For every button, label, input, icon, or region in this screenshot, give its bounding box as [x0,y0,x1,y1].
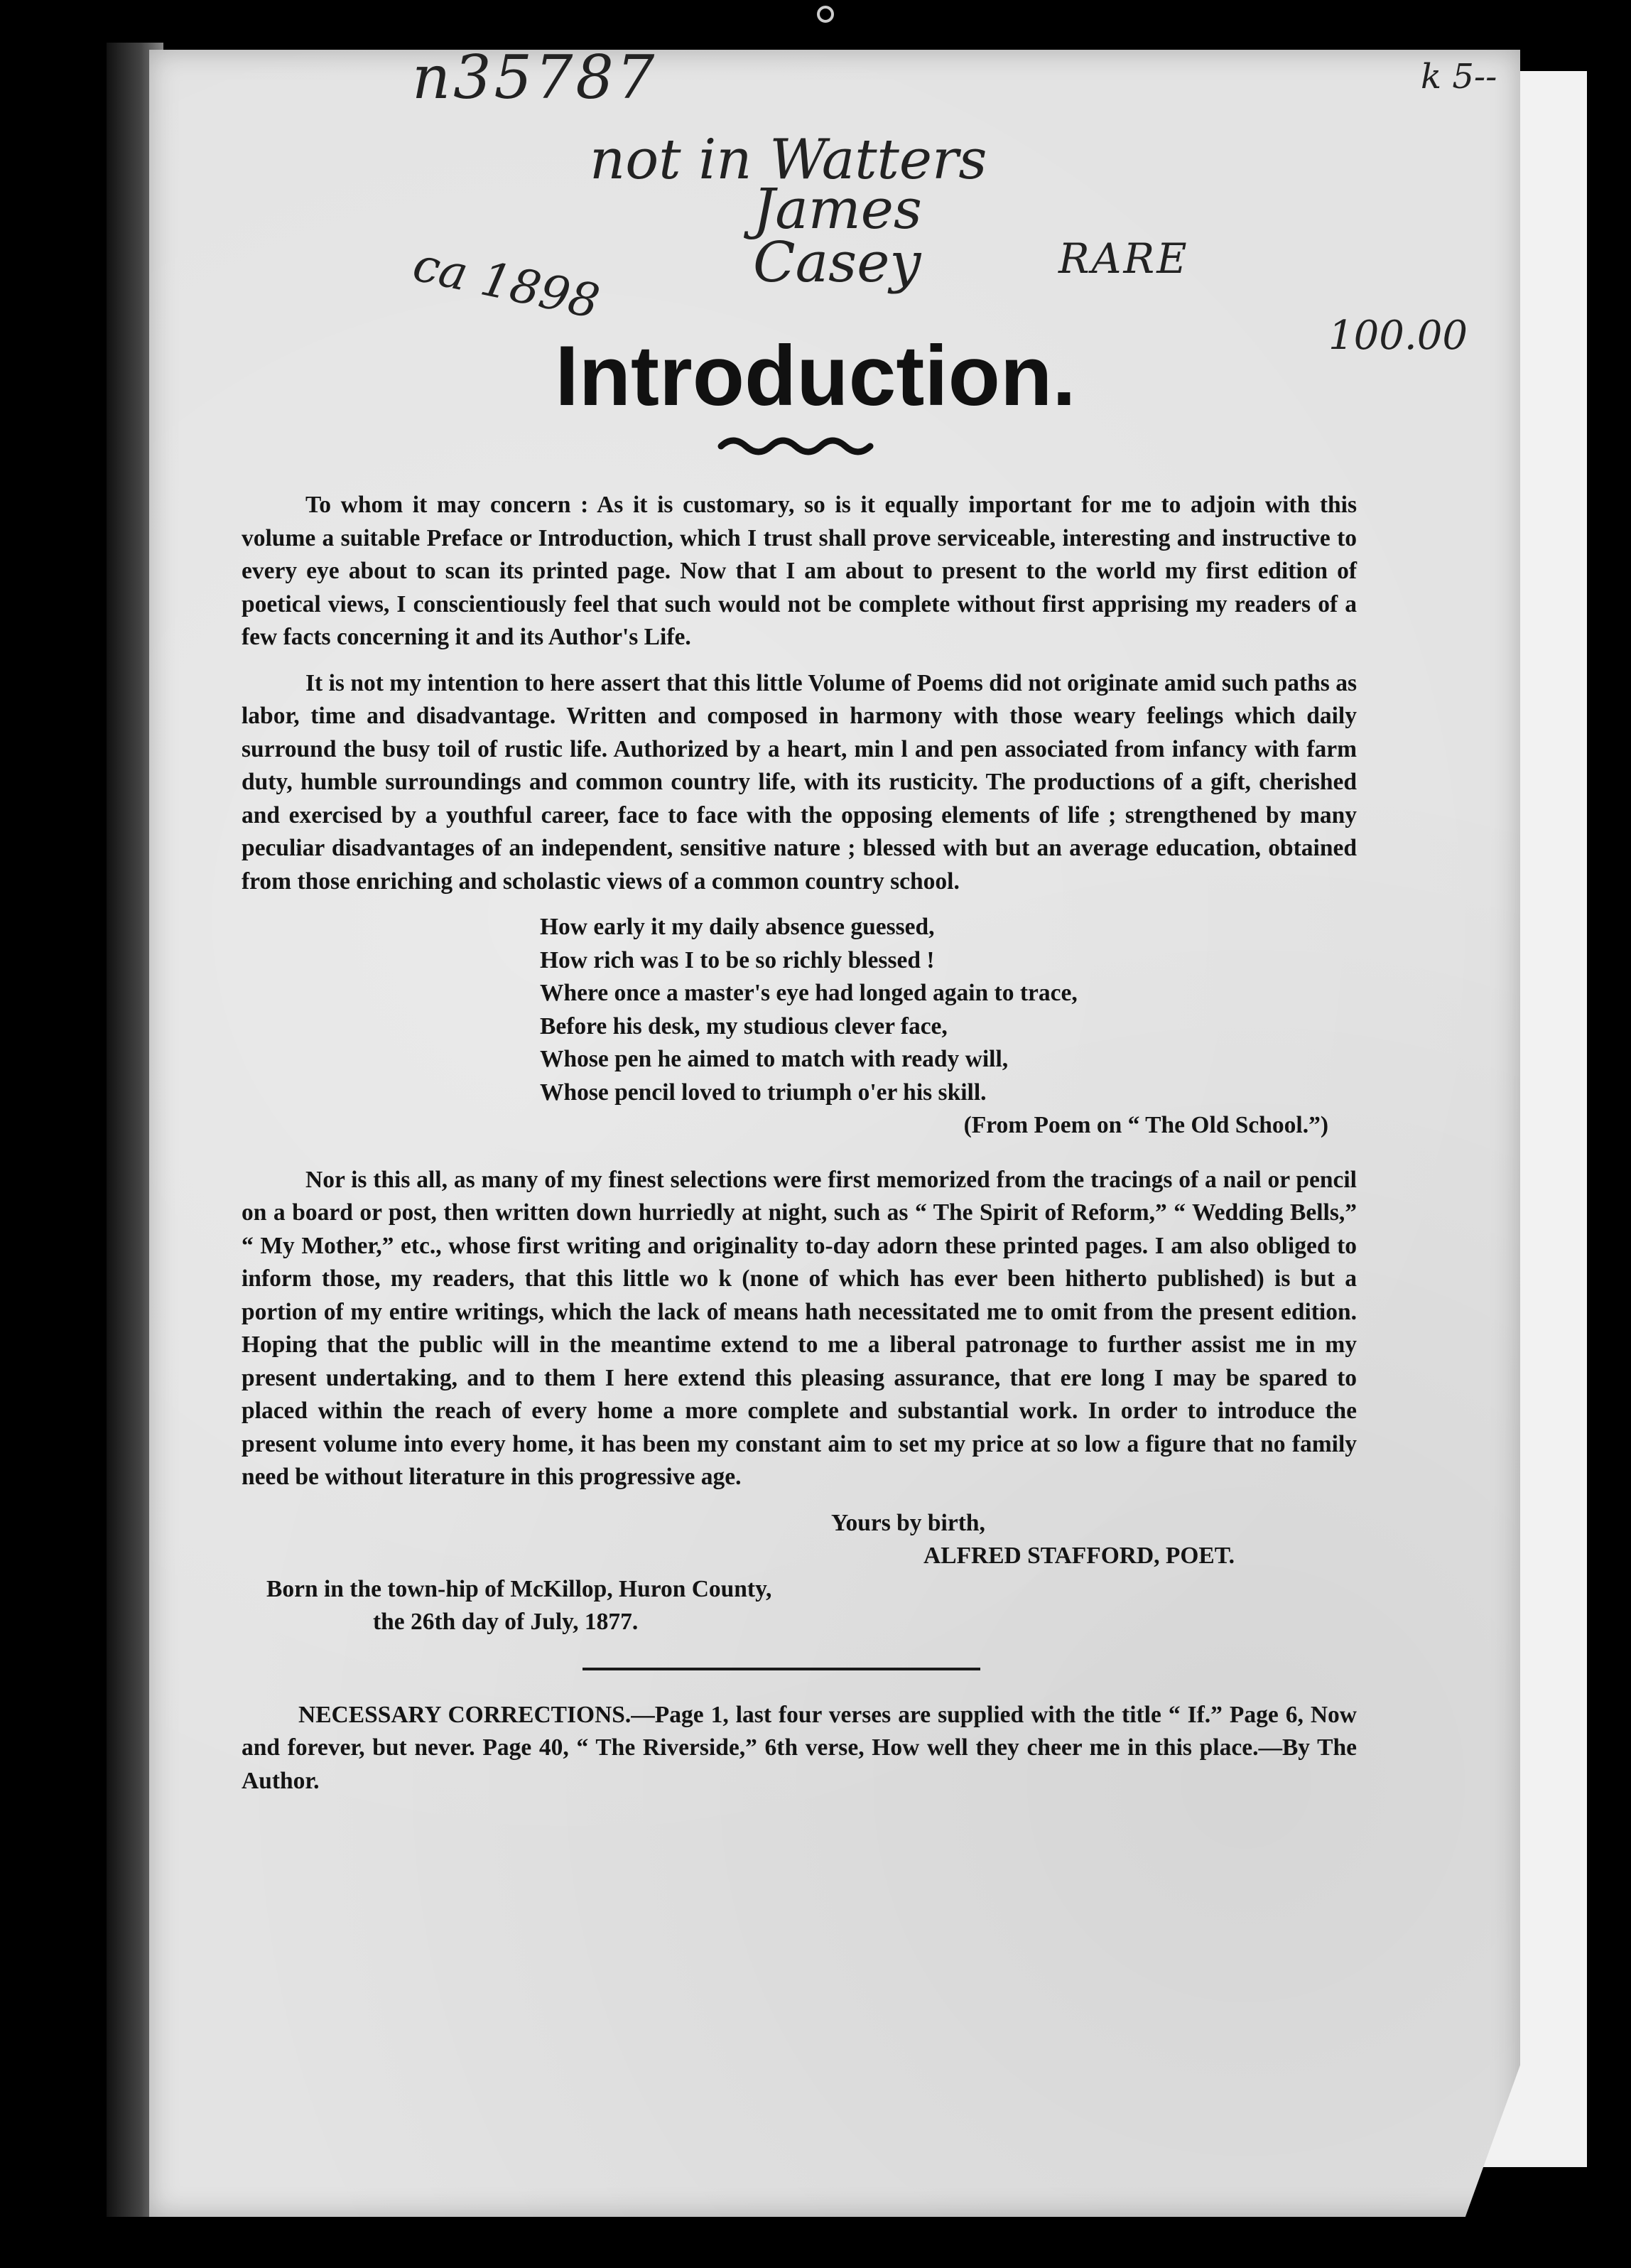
verse-source: (From Poem on “ The Old School.”) [963,1112,1328,1138]
handwritten-corner-mark: k 5-- [1421,57,1497,97]
handwritten-price: 100.00 [1328,313,1468,359]
section-divider [582,1668,980,1670]
closing-salutation: Yours by birth, [831,1509,985,1536]
necessary-corrections: NECESSARY CORRECTIONS.—Page 1, last four verses are supplied with the title “ If.” Page 6, Now and forever, but never. Page 40, “ The Riverside,” 6th verse, How well they cheer me in this place.—By The Author. [242,1701,1357,1794]
signature-block [242,1507,1357,1639]
handwritten-note-line3: Casey [753,231,921,295]
verse-line: Whose pen he aimed to match with ready will, [540,1046,1009,1072]
handwritten-rarity: RARE [1058,234,1189,283]
verse-block [540,911,1357,1143]
paragraph-1: To whom it may concern : As it is customary, so is it equally important for me to adjoin with this volume a suitable Preface or Introduction, which I trust shall prove serviceable, interesting and instructive to every eye about to scan its printed page. Now that I am about to present to the world my first edition of poetical views, I conscientiously feel that such would not be complete without first apprising my readers of a few facts concerning it and its Author's Life. [242,492,1357,650]
paragraph-2: It is not my intention to here assert that this little Volume of Poems did not originate amid such paths as labor, time and disadvantage. Written and composed in harmony with those weary feelings which daily surround the busy toil of rustic life. Authorized by a heart, min l and pen associated from infancy with farm duty, humble surroundings and common country life, with its rusticity. The productions of a gift, cherished and exercised by a youthful career, face to face with the opposing elements of life ; strengthened by many peculiar disadvantages of an independent, sensitive nature ; blessed with but an average education, obtained from those enriching and scholastic views of a common country school. [242,669,1357,895]
birthplace: Born in the town-hip of McKillop, Huron County, [266,1575,772,1602]
paragraph-3: Nor is this all, as many of my finest selections were first memorized from the tracings of a nail or pencil on a board or post, then written down hurriedly at night, such as “ The Spirit of Reform,” “ Wedding Bells,” “ My Mother,” etc., whose first writing and originality to-day adorn these printed pages. I am also obliged to inform those, my readers, that this little wo k (none of which has ever been hitherto published) is but a portion of my entire writings, which the lack of means hath necessitated me to omit from the present edition. Hoping that the public will in the meantime extend to me a liberal patronage to further assist me in my present undertaking, and to them I here extend this pleasing assurance, that ere long I may be spared to placed within the reach of every home a more complete and substantial work. In order to introduce the present volume into every home, it has been my constant aim to set my price at so low a figure that no family need be without literature in this progressive age. [242,1166,1357,1490]
birth-date: the 26th day of July, 1877. [373,1609,639,1635]
verse-line: Whose pencil loved to triumph o'er his skill. [540,1079,987,1106]
handwritten-date-note: ca 1898 [408,237,605,330]
verse-line: How rich was I to be so richly blessed ! [540,946,935,973]
verse-line: Before his desk, my studious clever face, [540,1012,948,1040]
handwritten-note-line1: not in Watters [590,128,987,192]
binding-hole [817,6,834,23]
verse-line: Where once a master's eye had longed again to trace, [540,980,1078,1006]
handwritten-note-line2: James [753,178,922,242]
document-body [242,489,1357,1810]
verse-line: How early it my daily absence guessed, [540,914,935,940]
wave-ornament-icon [717,432,874,460]
page-title: Introduction. [555,328,1076,423]
author-name: ALFRED STAFFORD, POET. [923,1543,1235,1569]
handwritten-accession-number: n35787 [412,43,658,112]
